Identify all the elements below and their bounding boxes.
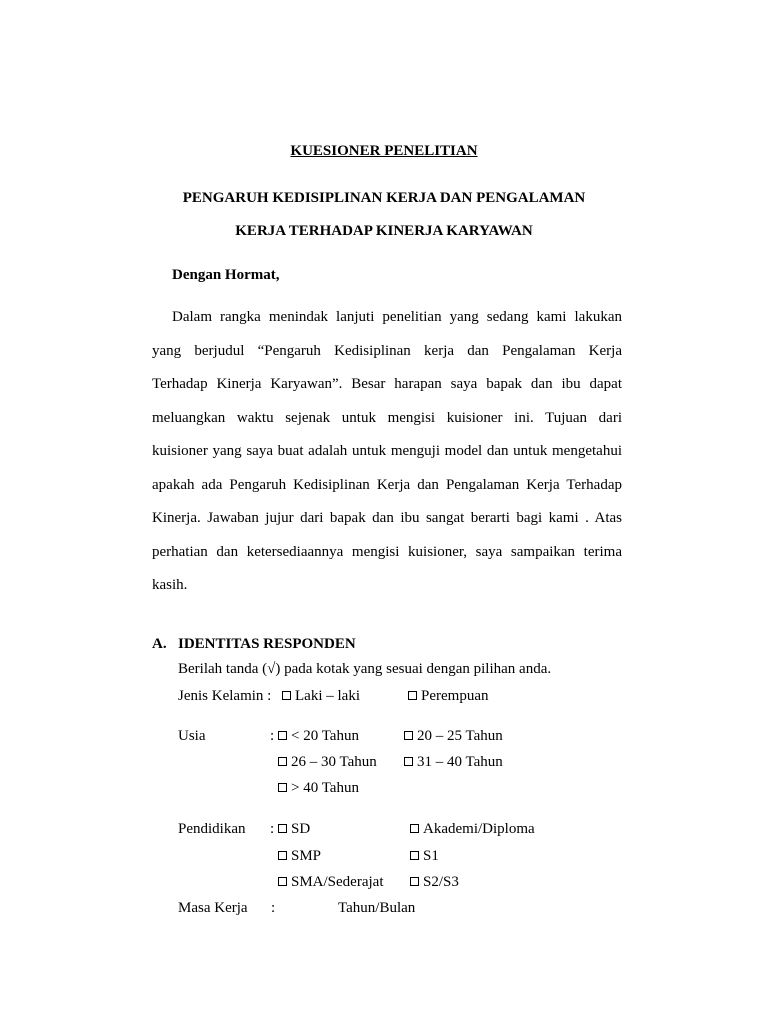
section-number: A.: [152, 636, 167, 652]
paragraph-line: Kinerja. Jawaban jujur dari bapak dan ibu sangat berarti bagi kami . Atas: [152, 510, 622, 526]
page-title: KUESIONER PENELITIAN: [290, 143, 478, 159]
paragraph-line: perhatian dan ketersediaannya mengisi kuisioner, saya sampaikan terima: [152, 543, 622, 560]
checkbox-icon[interactable]: [278, 731, 287, 740]
intro-paragraph: [152, 309, 622, 611]
greeting: Dengan Hormat,: [172, 267, 280, 283]
checkbox-icon[interactable]: [410, 824, 419, 833]
section-heading: [152, 636, 356, 653]
education-label: Pendidikan: [178, 821, 246, 837]
gender-option-male[interactable]: Laki – laki: [282, 688, 360, 705]
checkbox-icon[interactable]: [278, 851, 287, 860]
checkbox-icon[interactable]: [282, 691, 291, 700]
age-option-31-40[interactable]: 31 – 40 Tahun: [404, 754, 503, 771]
education-colon: :: [270, 821, 275, 837]
education-option-s2-s3[interactable]: S2/S3: [410, 874, 459, 891]
subtitle-line-2: KERJA TERHADAP KINERJA KARYAWAN: [235, 223, 533, 239]
paragraph-line: kuisioner yang saya buat adalah untuk menguji model dan untuk mengetahui: [152, 443, 622, 459]
tenure-unit: Tahun/Bulan: [338, 900, 416, 916]
education-option-sd[interactable]: SD: [278, 821, 310, 838]
tenure-label: Masa Kerja: [178, 900, 248, 916]
paragraph-line: yang berjudul “Pengaruh Kedisiplinan kerja dan Pengalaman Kerja: [152, 342, 622, 359]
age-option-20-25[interactable]: 20 – 25 Tahun: [404, 728, 503, 745]
paragraph-line: Dalam rangka menindak lanjuti penelitian yang sedang kami lakukan: [172, 309, 622, 325]
education-option-s1[interactable]: S1: [410, 848, 439, 865]
age-option-over-40[interactable]: > 40 Tahun: [278, 780, 359, 797]
checkbox-icon[interactable]: [408, 691, 417, 700]
subtitle-line-1: PENGARUH KEDISIPLINAN KERJA DAN PENGALAMAN: [182, 190, 586, 206]
checkbox-icon[interactable]: [278, 783, 287, 792]
gender-option-female[interactable]: Perempuan: [408, 688, 488, 705]
age-option-26-30[interactable]: 26 – 30 Tahun: [278, 754, 377, 771]
age-colon: :: [270, 728, 275, 744]
checkbox-icon[interactable]: [410, 877, 419, 886]
checkbox-icon[interactable]: [278, 877, 287, 886]
section-title: IDENTITAS RESPONDEN: [178, 636, 356, 652]
tenure-colon: :: [271, 900, 276, 916]
education-option-sma[interactable]: SMA/Sederajat: [278, 874, 383, 891]
education-option-smp[interactable]: SMP: [278, 848, 321, 865]
age-option-under-20[interactable]: < 20 Tahun: [278, 728, 359, 745]
age-label: Usia: [178, 728, 206, 744]
paragraph-line: kasih.: [152, 577, 188, 593]
paragraph-line: meluangkan waktu sejenak untuk mengisi kuisioner ini. Tujuan dari: [152, 409, 622, 426]
paragraph-line: Terhadap Kinerja Karyawan”. Besar harapan saya bapak dan ibu dapat: [152, 376, 622, 392]
checkbox-icon[interactable]: [278, 757, 287, 766]
paragraph-line: apakah ada Pengaruh Kedisiplinan Kerja dan Pengalaman Kerja Terhadap: [152, 476, 622, 493]
checkbox-icon[interactable]: [404, 757, 413, 766]
checkbox-icon[interactable]: [404, 731, 413, 740]
instruction-text: Berilah tanda (√) pada kotak yang sesuai dengan pilihan anda.: [178, 661, 552, 677]
gender-label: Jenis Kelamin :: [178, 688, 272, 704]
checkbox-icon[interactable]: [410, 851, 419, 860]
education-option-diploma[interactable]: Akademi/Diploma: [410, 821, 535, 838]
checkbox-icon[interactable]: [278, 824, 287, 833]
